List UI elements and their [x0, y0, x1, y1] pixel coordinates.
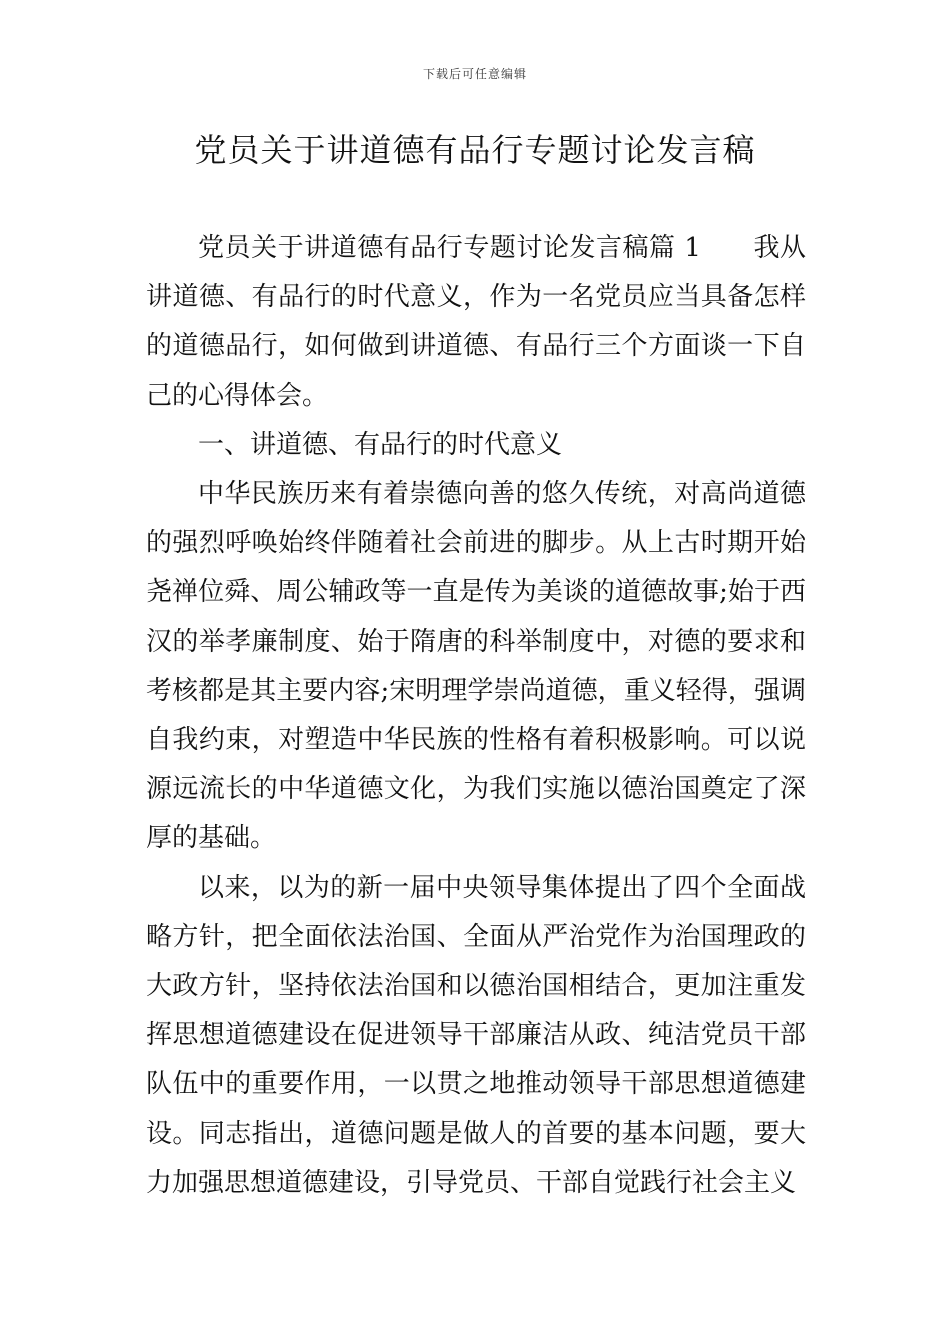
- paragraph-strategy: 以来，以为的新一届中央领导集体提出了四个全面战略方针，把全面依法治国、全面从严治党作为治国理政的大政方针，坚持依法治国和以德治国相结合，更加注重发挥思想道德建设在促进领导干部廉洁从政、纯洁党员干部队伍中的重要作用，一以贯之地推动领导干部思想道德建设。同志指出，道德问题是做人的首要的基本问题，要大力加强思想道德建设，引导党员、干部自觉践行社会主义: [146, 872, 806, 1198]
- intro-text: 我从讲道德、有品行的时代意义，作为一名党员应当具备怎样的道德品行，如何做到讲道德、有品行三个方面谈一下自己的心得体会。: [146, 233, 806, 411]
- document-body: [146, 224, 806, 1208]
- header-note: 下载后可任意编辑: [422, 67, 527, 81]
- section-heading: 一、讲道德、有品行的时代意义: [198, 429, 563, 460]
- document-title: 党员关于讲道德有品行专题讨论发言稿: [194, 131, 756, 169]
- section-label: 党员关于讲道德有品行专题讨论发言稿篇 1: [198, 233, 701, 263]
- paragraph-tradition: 中华民族历来有着崇德向善的悠久传统，对高尚道德的强烈呼唤始终伴随着社会前进的脚步。从上古时期开始尧禅位舜、周公辅政等一直是传为美谈的道德故事;始于西汉的举孝廉制度、始于隋唐的科举制度中，对德的要求和考核都是其主要内容;宋明理学崇尚道德，重义轻得，强调自我约束，对塑造中华民族的性格有着积极影响。可以说源远流长的中华道德文化，为我们实施以德治国奠定了深厚的基础。: [146, 479, 806, 854]
- paragraph-intro: [146, 224, 806, 421]
